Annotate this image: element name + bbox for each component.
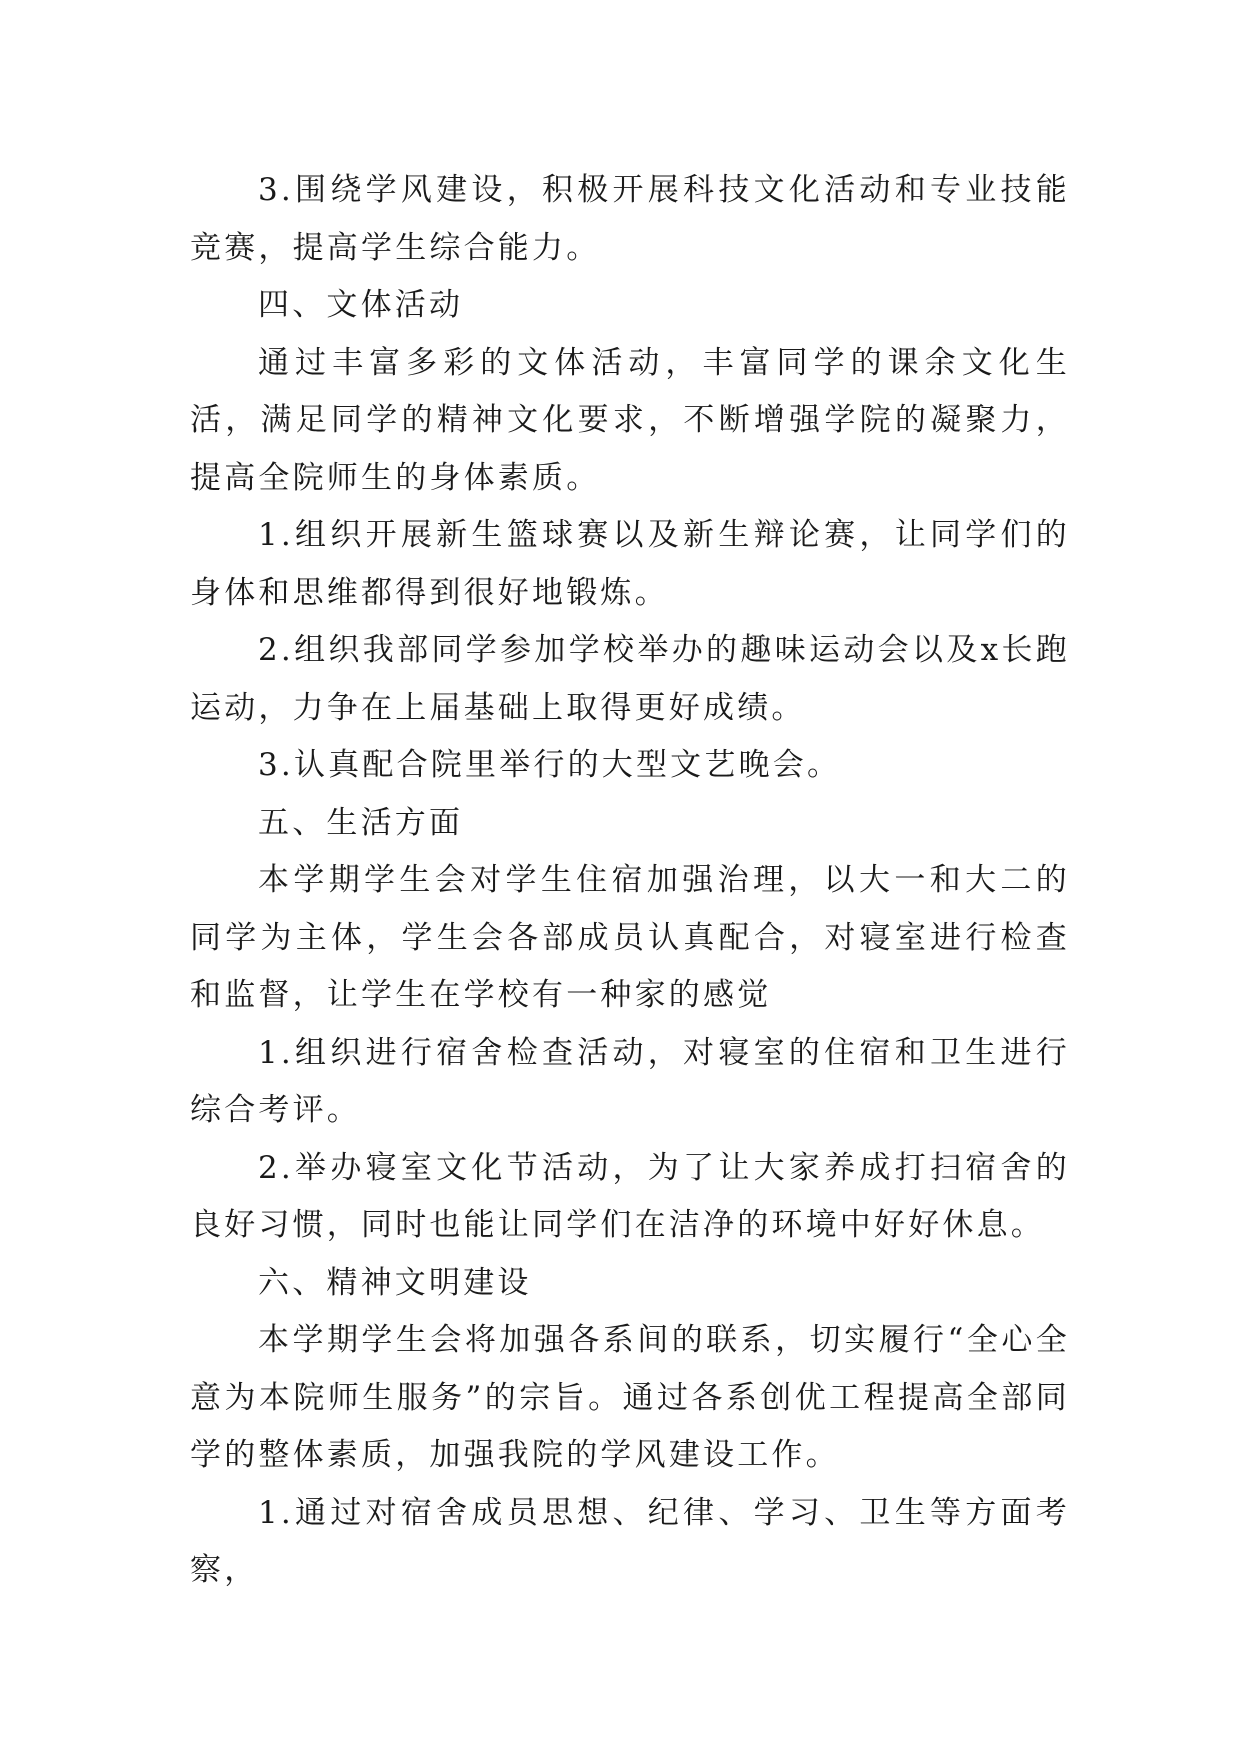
section-heading-sports-activities: 四、文体活动 bbox=[258, 287, 464, 323]
paragraph-item-1-dorm-inspection: 1.组织进行宿舍检查活动，对寝室的住宿和卫生进行综合考评。 bbox=[190, 1034, 1070, 1128]
paragraph-item-3-gala: 3.认真配合院里举行的大型文艺晚会。 bbox=[258, 747, 842, 783]
paragraph-life-intro: 本学期学生会对学生住宿加强治理，以大一和大二的同学为主体，学生会各部成员认真配合，对寝室进行检查和监督，让学生在学校有一种家的感觉 bbox=[190, 862, 1070, 1013]
document-body bbox=[190, 162, 1070, 1600]
paragraph-civilization-intro: 本学期学生会将加强各系间的联系，切实履行“全心全意为本院师生服务”的宗旨。通过各系创优工程提高全部同学的整体素质，加强我院的学风建设工作。 bbox=[190, 1322, 1070, 1473]
paragraph-item-1-dorm-evaluation: 1.通过对宿舍成员思想、纪律、学习、卫生等方面考察， bbox=[190, 1494, 1070, 1588]
paragraph-item-2-dorm-culture: 2.举办寝室文化节活动，为了让大家养成打扫宿舍的良好习惯，同时也能让同学们在洁净的环境中好好休息。 bbox=[190, 1149, 1070, 1243]
paragraph-sports-intro: 通过丰富多彩的文体活动，丰富同学的课余文化生活，满足同学的精神文化要求，不断增强学院的凝聚力，提高全院师生的身体素质。 bbox=[190, 344, 1070, 496]
section-heading-spiritual-civilization: 六、精神文明建设 bbox=[258, 1264, 532, 1301]
paragraph-item-1-basketball-debate: 1.组织开展新生篮球赛以及新生辩论赛，让同学们的身体和思维都得到很好地锻炼。 bbox=[190, 517, 1070, 611]
paragraph-item-3-study-style: 3.围绕学风建设，积极开展科技文化活动和专业技能竞赛，提高学生综合能力。 bbox=[190, 172, 1070, 266]
paragraph-item-2-sports-meet: 2.组织我部同学参加学校举办的趣味运动会以及x长跑运动，力争在上届基础上取得更好成绩。 bbox=[190, 632, 1070, 726]
section-heading-daily-life: 五、生活方面 bbox=[258, 804, 464, 841]
